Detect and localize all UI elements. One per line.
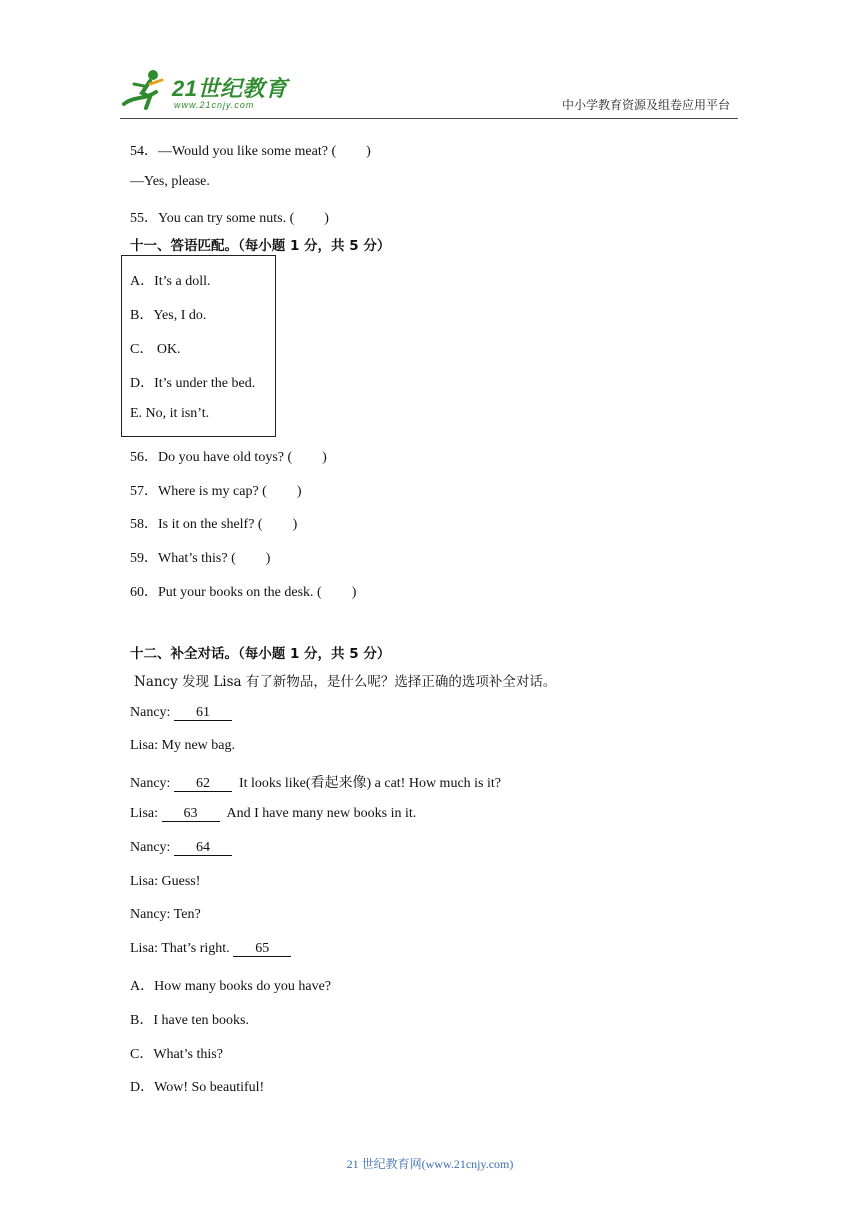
choice-d: D．Wow! So beautiful! — [130, 1080, 265, 1095]
dialog-line-6: Lisa: Guess! — [130, 874, 201, 889]
question-57: 57．Where is my cap? ( ) — [130, 484, 302, 499]
blank-63: 63 — [162, 807, 220, 822]
dialog-line-4: Lisa: 63 And I have many new books in it. — [130, 806, 417, 821]
header-divider — [120, 118, 738, 119]
section-12-title: 十二、补全对话。（每小题 1 分，共 5 分） — [130, 646, 391, 662]
logo — [120, 66, 300, 116]
logo-url: www.21cnjy.com — [174, 100, 255, 110]
runner-logo-icon — [120, 66, 170, 112]
blank-65: 65 — [233, 942, 291, 957]
dialog-line-1: Nancy: 61 — [130, 705, 232, 721]
options-box — [121, 255, 276, 437]
question-55: 55．You can try some nuts. ( ) — [130, 211, 329, 226]
question-56: 56．Do you have old toys? ( ) — [130, 450, 327, 465]
platform-name: 中小学教育资源及组卷应用平台 — [561, 98, 730, 112]
blank-62: 62 — [174, 777, 232, 792]
dialog-line-8: Lisa: That’s right. 65 — [130, 941, 291, 957]
option-a: A．It’s a doll. — [130, 274, 211, 289]
dialog-line-3: Nancy: 62 It looks like(看起来像) a cat! How much is it? — [130, 776, 501, 791]
question-60: 60．Put your books on the desk. ( ) — [130, 585, 357, 600]
dialog-line-5: Nancy: 64 — [130, 840, 232, 856]
question-58: 58．Is it on the shelf? ( ) — [130, 517, 298, 532]
logo-text: 21世纪教育 — [172, 76, 288, 101]
dialog-line-7: Nancy: Ten? — [130, 907, 201, 922]
question-54-answer: —Yes, please. — [130, 174, 210, 189]
choice-a: A．How many books do you have? — [130, 979, 332, 994]
section-11-title: 十一、答语匹配。（每小题 1 分，共 5 分） — [130, 238, 391, 254]
page-footer[interactable]: 21 世纪教育网(www.21cnjy.com) — [346, 1157, 514, 1171]
choice-c: C．What’s this? — [130, 1047, 223, 1062]
page-header — [0, 0, 860, 125]
blank-64: 64 — [174, 841, 232, 856]
option-b: B．Yes, I do. — [130, 308, 207, 323]
option-e: E. No, it isn’t. — [130, 406, 210, 421]
section-12-intro: Nancy 发现 Lisa 有了新物品，是什么呢？选择正确的选项补全对话。 — [134, 674, 557, 690]
option-c: C． OK. — [130, 342, 181, 357]
blank-61: 61 — [174, 706, 232, 721]
question-54: 54．—Would you like some meat? ( ) — [130, 144, 371, 159]
choice-b: B．I have ten books. — [130, 1013, 249, 1028]
question-59: 59．What’s this? ( ) — [130, 551, 271, 566]
dialog-line-2: Lisa: My new bag. — [130, 738, 235, 753]
option-d: D．It’s under the bed. — [130, 376, 256, 391]
